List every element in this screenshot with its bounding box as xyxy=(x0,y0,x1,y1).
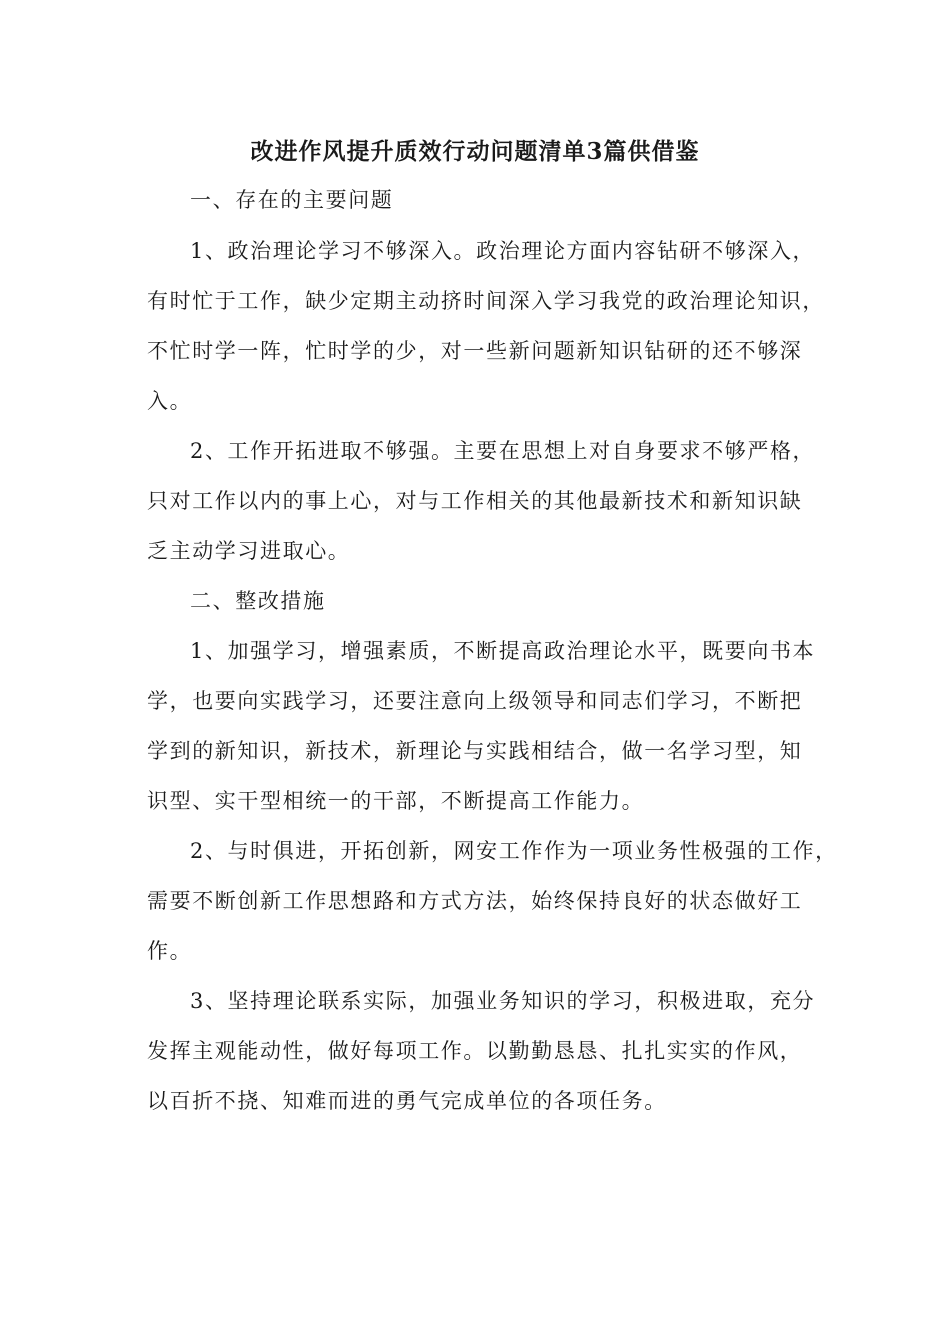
document-title: 改进作风提升质效行动问题清单3篇供借鉴 xyxy=(250,138,700,165)
paragraph-line: 3、坚持理论联系实际，加强业务知识的学习，积极进取，充分 xyxy=(190,989,816,1013)
paragraph-line: 2、工作开拓进取不够强。主要在思想上对自身要求不够严格， xyxy=(190,439,816,463)
paragraph-line: 作。 xyxy=(147,939,193,963)
paragraph-line: 发挥主观能动性，做好每项工作。以勤勤恳恳、扎扎实实的作风， xyxy=(147,1039,803,1063)
paragraph-line: 1、加强学习，增强素质，不断提高政治理论水平，既要向书本 xyxy=(190,639,816,663)
paragraph-line: 不忙时学一阵，忙时学的少，对一些新问题新知识钻研的还不够深 xyxy=(147,339,803,363)
paragraph-line: 以百折不挠、知难而进的勇气完成单位的各项任务。 xyxy=(147,1089,667,1113)
paragraph-line: 需要不断创新工作思想路和方式方法，始终保持良好的状态做好工 xyxy=(147,889,803,913)
paragraph-line: 2、与时俱进，开拓创新，网安工作作为一项业务性极强的工作， xyxy=(190,839,838,863)
paragraph-line: 1、政治理论学习不够深入。政治理论方面内容钻研不够深入， xyxy=(190,239,816,263)
paragraph-line: 学到的新知识，新技术，新理论与实践相结合，做一名学习型，知 xyxy=(147,739,803,763)
paragraph-line: 学，也要向实践学习，还要注意向上级领导和同志们学习，不断把 xyxy=(147,689,803,713)
section-heading-measures: 二、整改措施 xyxy=(190,589,326,613)
paragraph-line: 只对工作以内的事上心，对与工作相关的其他最新技术和新知识缺 xyxy=(147,489,803,513)
paragraph-line: 乏主动学习进取心。 xyxy=(147,539,351,563)
paragraph-line: 识型、实干型相统一的干部，不断提高工作能力。 xyxy=(147,789,645,813)
section-heading-problems: 一、存在的主要问题 xyxy=(190,188,394,212)
paragraph-line: 入。 xyxy=(147,389,193,413)
paragraph-line: 有时忙于工作，缺少定期主动挤时间深入学习我党的政治理论知识， xyxy=(147,289,825,313)
